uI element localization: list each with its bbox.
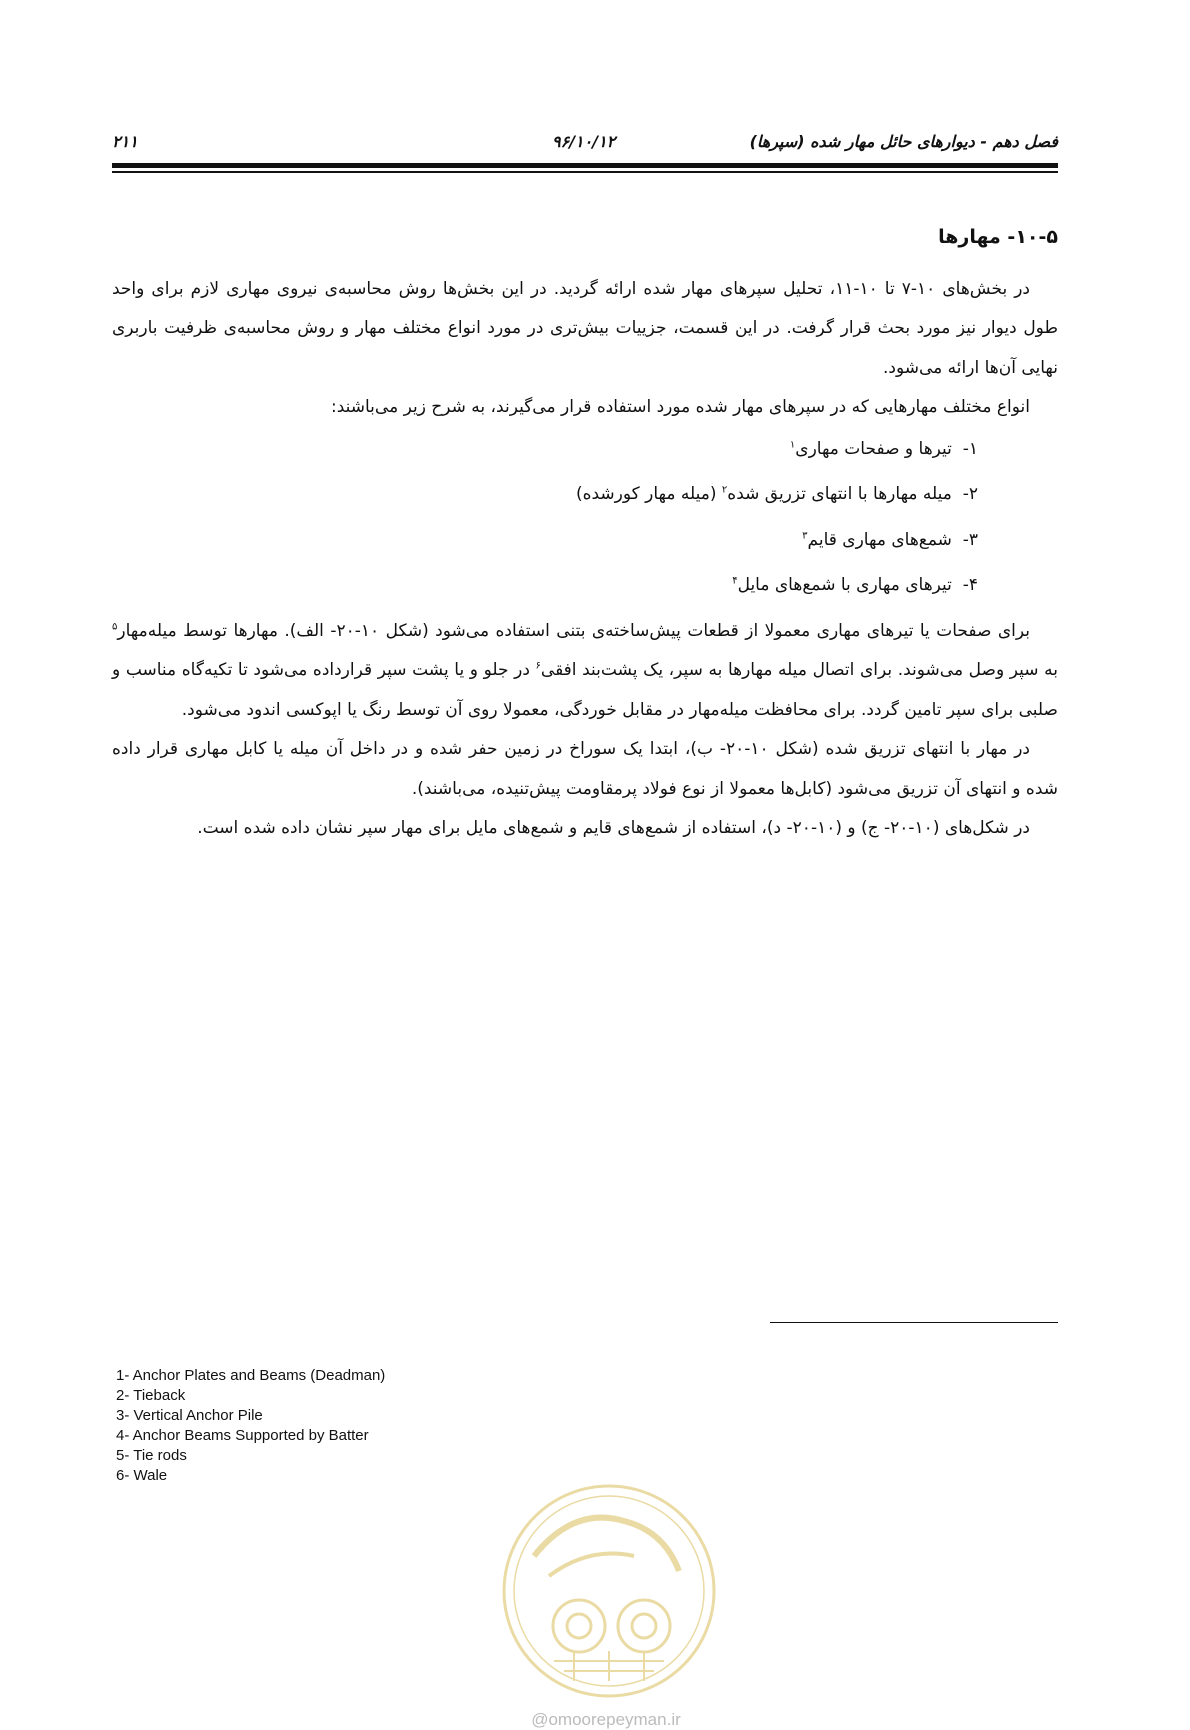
list-item-text: تیرهای مهاری با شمع‌های مایل [737,575,952,595]
footnote-separator [770,1322,1058,1323]
list-item [112,566,1058,606]
footnote-item: 5- Tie rods [116,1447,187,1464]
main-content [112,218,1058,849]
header-rule-thin [112,171,1058,173]
footnote-ref: ۴ [732,575,738,587]
list-item [112,430,1058,470]
paragraph-3 [112,612,1058,731]
footnote-item: 3- Vertical Anchor Pile [116,1407,263,1424]
paragraph-3-part-c: در جلو و یا پشت سپر قرارداده می‌شود تا تکیه‌گاه مناسب و صلبی برای سپر تامین گردد. برای محافظت میله‌مهار در مقابل خوردگی، معمولا روی آن توسط رنگ یا اپوکسی اندود می‌شود. [112,660,1058,720]
paragraph-4: در مهار با انتهای تزریق شده (شکل ۱۰-۲۰- ب)، ابتدا یک سوراخ در زمین حفر شده و در داخل آن میله یا کابل مهاری قرار داده شده و انتهای آن تزریق می‌شود (کابل‌ها معمولا از نوع فولاد پرمقاومت پیش‌تنیده، می‌باشند). [112,739,1058,799]
footnote-item: 1- Anchor Plates and Beams (Deadman) [116,1367,386,1384]
paragraph-5: در شکل‌های (۱۰-۲۰- ج) و (۱۰-۲۰- د)، استفاده از شمع‌های قایم و شمع‌های مایل برای مهار سپر نشان داده شده است. [197,818,1030,838]
list-item-number: ۲- [962,484,978,504]
header-date: ۹۶/۱۰/۱۲ [552,132,616,151]
footnote-item: 4- Anchor Beams Supported by Batter [116,1427,369,1444]
paragraph-1: در بخش‌های ۱۰-۷ تا ۱۰-۱۱، تحلیل سپرهای مهار شده ارائه گردید. در این بخش‌ها روش محاسبه‌ی نیروی مهاری لازم برای واحد طول دیوار نیز مورد بحث قرار گرفت. در این قسمت، جزییات بیش‌تری در مورد انواع مختلف مهار و روش محاسبه‌ی ظرفیت باربری نهایی آن‌ها ارائه می‌شود. [112,278,1058,378]
paragraph-3-part-a: برای صفحات یا تیرهای مهاری معمولا از قطعات پیش‌ساخته‌ی بتنی استفاده می‌شود (شکل ۱۰-۲۰- الف). مهارها توسط میله‌مهار [117,620,1030,641]
footnote-ref: ۶ [535,660,541,672]
footnote-ref: ۵ [112,620,118,632]
list-item-text: شمع‌های مهاری قایم [807,529,952,550]
chapter-title: فصل دهم - دیوارهای حائل مهار شده (سپرها) [749,132,1058,151]
list-item [112,475,1058,515]
list-item [112,521,1058,561]
footnote-item: 6- Wale [116,1467,168,1484]
section-title: ۱۰-۵- مهارها [938,226,1058,248]
footnote-ref: ۳ [802,529,808,541]
watermark-url: @omoorepeyman.ir [531,1710,681,1729]
footnote-item: 2- Tieback [116,1387,186,1404]
list-item-number: ۳- [962,529,978,550]
list-item-number: ۴- [962,575,978,595]
page-header [112,128,1058,158]
anchor-types-list [112,430,1058,606]
page-number: ۲۱۱ [112,132,138,151]
list-item-number: ۱- [962,438,978,459]
paragraph-2: انواع مختلف مهارهایی که در سپرهای مهار شده مورد استفاده قرار می‌گیرند، به شرح زیر می‌باشند: [330,397,1030,417]
header-rule-thick [112,163,1058,168]
list-item-extra: (میله مهار کورشده) [575,484,722,504]
paragraph-3-part-b: به سپر وصل می‌شوند. برای اتصال میله مهارها به سپر، یک پشت‌بند افقی [540,660,1058,680]
watermark-seal-icon [494,1476,724,1706]
list-item-text: تیرها و صفحات مهاری [795,438,952,459]
list-item-text: میله مهارها با انتهای تزریق شده [727,484,952,504]
footnote-ref: ۱ [789,438,796,450]
footnote-ref: ۲ [721,484,728,496]
footnotes [116,1366,636,1486]
